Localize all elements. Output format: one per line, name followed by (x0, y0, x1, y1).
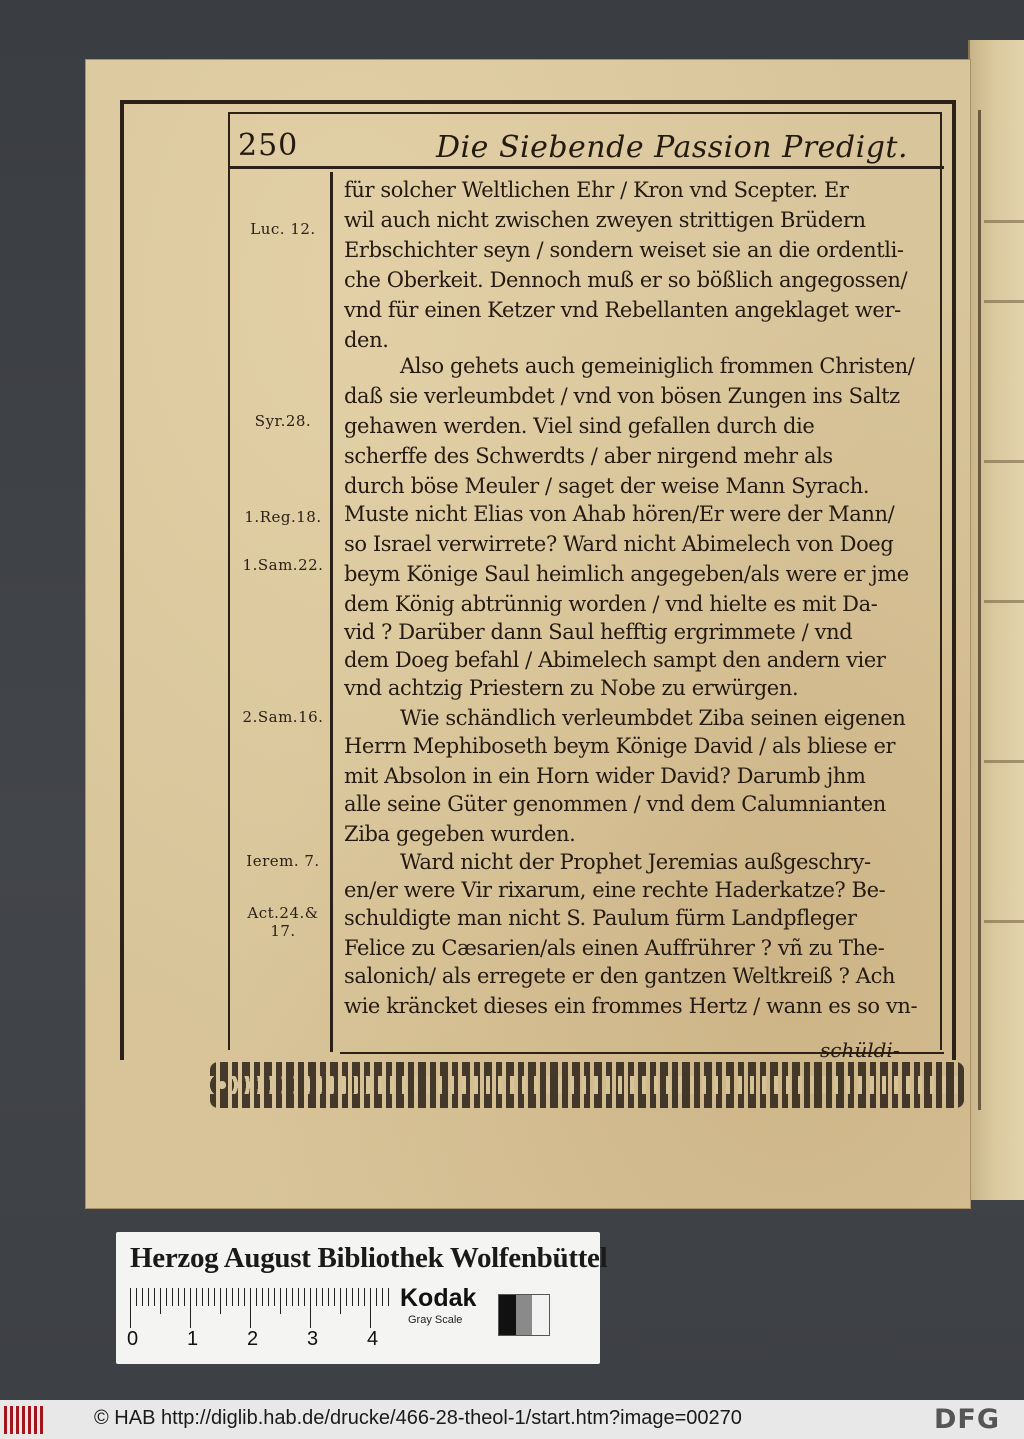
margin-note: 1.Reg.18. (244, 508, 322, 526)
ruler-tick (136, 1288, 137, 1306)
ruler-tick (184, 1288, 185, 1306)
ruler-tick (256, 1288, 257, 1306)
text-line: alle seine Güter genommen / vnd dem Calumnianten (344, 792, 886, 816)
ruler-tick (388, 1288, 389, 1306)
text-line: Ward nicht der Prophet Jeremias außgeschry- (400, 850, 871, 874)
text-line: dem König abtrünnig worden / vnd hielte es mit Da- (344, 592, 878, 616)
ruler-tick (274, 1288, 275, 1306)
margin-column-rule (330, 172, 333, 1052)
margin-note: 2.Sam.16. (242, 708, 324, 726)
text-line: beym Könige Saul heimlich angegeben/als were er jme (344, 562, 909, 586)
ruler-tick (196, 1288, 197, 1306)
ruler-tick (346, 1288, 347, 1306)
margin-note: Syr.28. (254, 412, 312, 430)
ruler-tick (280, 1288, 281, 1314)
ruler-label: 1 (187, 1328, 199, 1350)
gray-patch-black (499, 1295, 516, 1335)
ruler-label: 2 (247, 1328, 259, 1350)
text-line: Herrn Mephiboseth beym Könige David / als bliese er (344, 734, 896, 758)
measurement-ruler (130, 1288, 390, 1328)
ruler-tick (238, 1288, 239, 1306)
ruler-tick (316, 1288, 317, 1306)
ruler-tick (190, 1288, 191, 1328)
ruler-tick (226, 1288, 227, 1306)
ruler-tick (220, 1288, 221, 1314)
ruler-tick (178, 1288, 179, 1306)
ruler-label: 3 (307, 1328, 319, 1350)
ruler-tick (208, 1288, 209, 1306)
hab-logo-icon (4, 1406, 44, 1434)
ruler-tick (298, 1288, 299, 1306)
text-line: vnd für einen Ketzer vnd Rebellanten angeklaget wer- (344, 298, 901, 322)
margin-note: Act.24.& 17. (247, 904, 319, 940)
gray-scale-caption: Gray Scale (408, 1314, 463, 1326)
text-line: mit Absolon in ein Horn wider David? Darumb jhm (344, 764, 866, 788)
adjacent-page-edge (968, 40, 1024, 1200)
margin-note: Luc. 12. (250, 220, 316, 238)
text-line: den. (344, 328, 389, 352)
ruler-tick (160, 1288, 161, 1314)
text-line: vid ? Darüber dann Saul hefftig ergrimmete / vnd (344, 620, 853, 644)
text-line: Muste nicht Elias von Ahab hören/Er were der Mann/ (344, 502, 895, 526)
text-line: für solcher Weltlichen Ehr / Kron vnd Scepter. Er (344, 178, 849, 202)
ruler-tick (142, 1288, 143, 1306)
ruler-label: 4 (367, 1328, 379, 1350)
text-line: che Oberkeit. Dennoch muß er so bößlich angegossen/ (344, 268, 908, 292)
ruler-tick (172, 1288, 173, 1306)
ruler-tick (166, 1288, 167, 1306)
ruler-tick (292, 1288, 293, 1306)
ruler-tick (370, 1288, 371, 1328)
ruler-tick (232, 1288, 233, 1306)
text-line: Also gehets auch gemeiniglich frommen Christen/ (400, 354, 915, 378)
ruler-tick (376, 1288, 377, 1306)
library-name: Herzog August Bibliothek Wolfenbüttel (130, 1242, 608, 1274)
text-line: en/er were Vir rixarum, eine rechte Haderkatze? Be- (344, 878, 886, 902)
text-line: vnd achtzig Priestern zu Nobe zu erwürgen. (344, 676, 799, 700)
adjacent-page-frame (978, 110, 981, 1110)
ruler-tick (358, 1288, 359, 1306)
page-title: Die Siebende Passion Predigt. (436, 130, 909, 165)
decorative-border-ornament (210, 1062, 964, 1108)
copyright-link[interactable]: © HAB http://diglib.hab.de/drucke/466-28-theol-1/start.htm?image=00270 (94, 1407, 742, 1429)
gray-patch-white (532, 1295, 549, 1335)
ruler-tick (304, 1288, 305, 1306)
ruler-tick (310, 1288, 311, 1328)
text-line: Wie schändlich verleumbdet Ziba seinen eigenen (400, 706, 906, 730)
text-line: scherffe des Schwerdts / aber nirgend mehr als (344, 444, 833, 468)
ruler-tick (382, 1288, 383, 1306)
ruler-tick (130, 1288, 131, 1328)
text-line: dem Doeg befahl / Abimelech sampt den andern vier (344, 648, 886, 672)
adjacent-page-text-line (984, 920, 1024, 923)
running-head (236, 124, 936, 168)
ruler-tick (328, 1288, 329, 1306)
catchword: schüldi- (820, 1038, 900, 1062)
ruler-tick (244, 1288, 245, 1306)
dfg-logo: DFG (934, 1404, 1001, 1435)
ruler-tick (286, 1288, 287, 1306)
text-line: gehawen werden. Viel sind gefallen durch die (344, 414, 815, 438)
text-line: Erbschichter seyn / sondern weiset sie an die ordentli- (344, 238, 904, 262)
ruler-tick (268, 1288, 269, 1306)
library-label-card (116, 1232, 608, 1364)
adjacent-page-text-line (984, 600, 1024, 603)
ruler-tick (250, 1288, 251, 1328)
ruler-tick (148, 1288, 149, 1306)
gray-patch-mid (516, 1295, 533, 1335)
adjacent-page-text-line (984, 460, 1024, 463)
adjacent-page-text-line (984, 760, 1024, 763)
text-line: durch böse Meuler / saget der weise Mann Syrach. (344, 474, 870, 498)
margin-note: 1.Sam.22. (242, 556, 324, 574)
ruler-tick (202, 1288, 203, 1306)
ruler-tick (154, 1288, 155, 1306)
kodak-brand: Kodak (400, 1284, 477, 1312)
ruler-tick (214, 1288, 215, 1306)
ruler-tick (364, 1288, 365, 1306)
text-line: Felice zu Cæsarien/als einen Auffrührer ? vñ zu The- (344, 936, 885, 960)
text-line: Ziba gegeben wurden. (344, 822, 576, 846)
adjacent-page-text-line (984, 300, 1024, 303)
text-line: schuldigte man nicht S. Paulum fürm Landpfleger (344, 906, 857, 930)
text-line: wie kräncket dieses ein frommes Hertz / wann es so vn- (344, 994, 918, 1018)
ruler-label: 0 (127, 1328, 139, 1350)
footer-bar (0, 1400, 1024, 1439)
text-line: wil auch nicht zwischen zweyen strittigen Brüdern (344, 208, 866, 232)
ruler-tick (352, 1288, 353, 1306)
text-line: daß sie verleumbdet / vnd von bösen Zungen ins Saltz (344, 384, 900, 408)
ruler-tick (334, 1288, 335, 1306)
margin-note: Ierem. 7. (246, 852, 320, 870)
ruler-tick (340, 1288, 341, 1314)
text-line: so Israel verwirrete? Ward nicht Abimelech von Doeg (344, 532, 894, 556)
gray-scale-patches (498, 1294, 550, 1336)
text-line: salonich/ als erregete er den gantzen Weltkreiß ? Ach (344, 964, 896, 988)
adjacent-page-text-line (984, 220, 1024, 223)
page-number: 250 (238, 128, 299, 163)
ruler-tick (262, 1288, 263, 1306)
ruler-tick (322, 1288, 323, 1306)
